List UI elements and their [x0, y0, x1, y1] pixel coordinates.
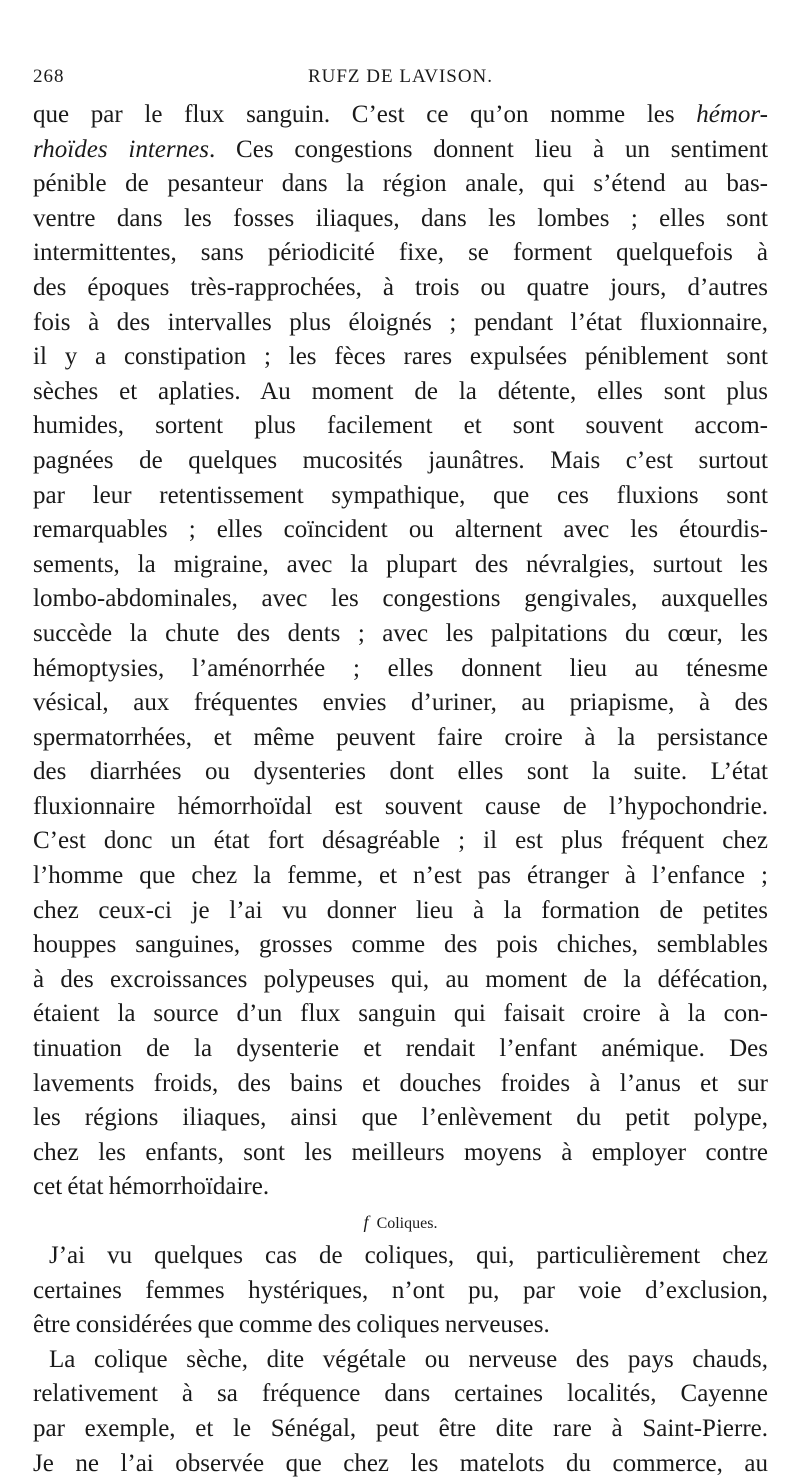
- text-segment: étaient la source d’un flux sanguin qui faisait croire à la con-: [33, 1000, 768, 1028]
- text-line: [33, 479, 768, 514]
- text-line: [33, 928, 768, 963]
- text-segment: pagnées de quelques mucosités jaunâtres. Mais c’est surtout: [33, 446, 768, 474]
- text-line: [33, 444, 768, 479]
- paragraph-dry-colic: [33, 1343, 768, 1481]
- text-segment: chez ceux-ci je l’ai vu donner lieu à la formation de petites: [33, 896, 768, 924]
- text-line: [33, 133, 768, 168]
- running-head: [33, 58, 768, 92]
- section-letter: f: [363, 1212, 369, 1232]
- text-line: [33, 513, 768, 548]
- paragraph-nervous-colic: [33, 1239, 768, 1343]
- text-segment: les régions iliaques, ainsi que l’enlèvement du petit polype,: [33, 1104, 768, 1132]
- text-segment: vésical, aux fréquentes envies d’uriner, au priapisme, à des: [33, 689, 768, 717]
- text-segment: ventre dans les fosses iliaques, dans les lombes ; elles sont: [33, 204, 768, 232]
- text-line: [33, 1101, 768, 1136]
- text-line: [33, 98, 768, 133]
- page-number: 268: [33, 66, 65, 87]
- text-line: [33, 375, 768, 410]
- text-line: [33, 859, 768, 894]
- text-segment: chez les enfants, sont les meilleurs moyens à employer contre: [33, 1138, 768, 1166]
- text-line: J’ai vu quelques cas de coliques, qui, particulièrement chez: [49, 1242, 768, 1269]
- text-segment: tinuation de la dysenterie et rendait l’enfant anémique. Des: [33, 1035, 768, 1063]
- text-line: [33, 582, 768, 617]
- text-segment: pénible de pesanteur dans la région anale, qui s’étend au bas-: [33, 170, 768, 198]
- text-segment: fois à des intervalles plus éloignés ; pendant l’état fluxionnaire,: [33, 308, 768, 336]
- text-line: [33, 202, 768, 237]
- text-segment: spermatorrhées, et même peuvent faire croire à la persistance: [33, 723, 768, 751]
- text-segment: des diarrhées ou dysenteries dont elles sont la suite. L’état: [33, 758, 768, 786]
- italic-term: hémor-: [696, 101, 768, 128]
- text-segment: à des excroissances polypeuses qui, au moment de la défécation,: [33, 965, 768, 993]
- text-line: [33, 824, 768, 859]
- section-title: Coliques.: [376, 1215, 438, 1232]
- text-line: [33, 548, 768, 583]
- text-line: par exemple, et le Sénégal, peut être dite rare à Saint-Pierre.: [33, 1414, 768, 1442]
- text-segment: que par le flux sanguin. C’est ce qu’on nomme les: [33, 101, 697, 128]
- text-segment: humides, sortent plus facilement et sont souvent accom-: [33, 412, 768, 440]
- text-line: La colique sèche, dite végétale ou nerveuse des pays chauds,: [49, 1345, 768, 1373]
- text-line: [33, 271, 768, 306]
- text-line: [33, 167, 768, 202]
- text-segment: cet état hémorrhoïdaire.: [33, 1173, 270, 1201]
- text-line: [33, 1136, 768, 1171]
- text-segment: . Ces congestions donnent lieu à un sentiment: [208, 135, 769, 163]
- text-line: [33, 894, 768, 929]
- text-segment: C’est donc un état fort désagréable ; il est plus fréquent chez: [33, 827, 768, 855]
- text-line: être considérées que comme des coliques nerveuses.: [33, 1311, 550, 1339]
- text-line: [33, 721, 768, 756]
- paragraph-hemorrhoids: [33, 98, 768, 1205]
- text-segment: lombo-abdominales, avec les congestions gengivales, auxquelles: [33, 585, 768, 613]
- text-segment: sèches et aplaties. Au moment de la détente, elles sont plus: [33, 377, 768, 405]
- text-line: [33, 236, 768, 271]
- text-line: Je ne l’ai observée que chez les matelots du commerce, au: [33, 1449, 768, 1477]
- text-segment: l’homme que chez la femme, et n’est pas étranger à l’enfance ;: [33, 862, 768, 890]
- text-segment: houppes sanguines, grosses comme des pois chiches, semblables: [33, 931, 768, 959]
- text-line: certaines femmes hystériques, n’ont pu, par voie d’exclusion,: [33, 1276, 768, 1304]
- text-line: [33, 790, 768, 825]
- text-line: [33, 997, 768, 1032]
- section-heading-coliques: [33, 1205, 768, 1239]
- text-segment: il y a constipation ; les fèces rares expulsées péniblement sont: [33, 343, 768, 371]
- text-line: [33, 409, 768, 444]
- text-line: relativement à sa fréquence dans certaines localités, Cayenne: [33, 1380, 768, 1408]
- running-title: RUFZ DE LAVISON.: [307, 66, 494, 87]
- text-segment: sements, la migraine, avec la plupart des névralgies, surtout les: [33, 550, 768, 578]
- text-segment: succède la chute des dents ; avec les palpitations du cœur, les: [33, 619, 768, 647]
- text-segment: hémoptysies, l’aménorrhée ; elles donnent lieu au ténesme: [33, 654, 768, 682]
- text-segment: des époques très-rapprochées, à trois ou quatre jours, d’autres: [33, 273, 768, 301]
- text-segment: lavements froids, des bains et douches froides à l’anus et sur: [33, 1069, 768, 1097]
- book-page: [33, 58, 768, 1481]
- text-line: [33, 755, 768, 790]
- text-line: [33, 963, 768, 998]
- text-segment: fluxionnaire hémorrhoïdal est souvent cause de l’hypochondrie.: [33, 792, 768, 820]
- text-segment: par leur retentissement sympathique, que ces fluxions sont: [33, 481, 768, 509]
- text-line: [33, 306, 768, 341]
- text-line: [33, 652, 768, 687]
- text-segment: remarquables ; elles coïncident ou alternent avec les étourdis-: [33, 516, 768, 544]
- text-line: [33, 1032, 768, 1067]
- text-line: [33, 617, 768, 652]
- text-line: [33, 1067, 768, 1102]
- italic-term: rhoïdes internes: [33, 135, 209, 163]
- text-line: [33, 340, 768, 375]
- text-segment: intermittentes, sans périodicité fixe, se forment quelquefois à: [33, 239, 768, 267]
- text-line: [33, 686, 768, 721]
- text-line: [33, 1170, 768, 1205]
